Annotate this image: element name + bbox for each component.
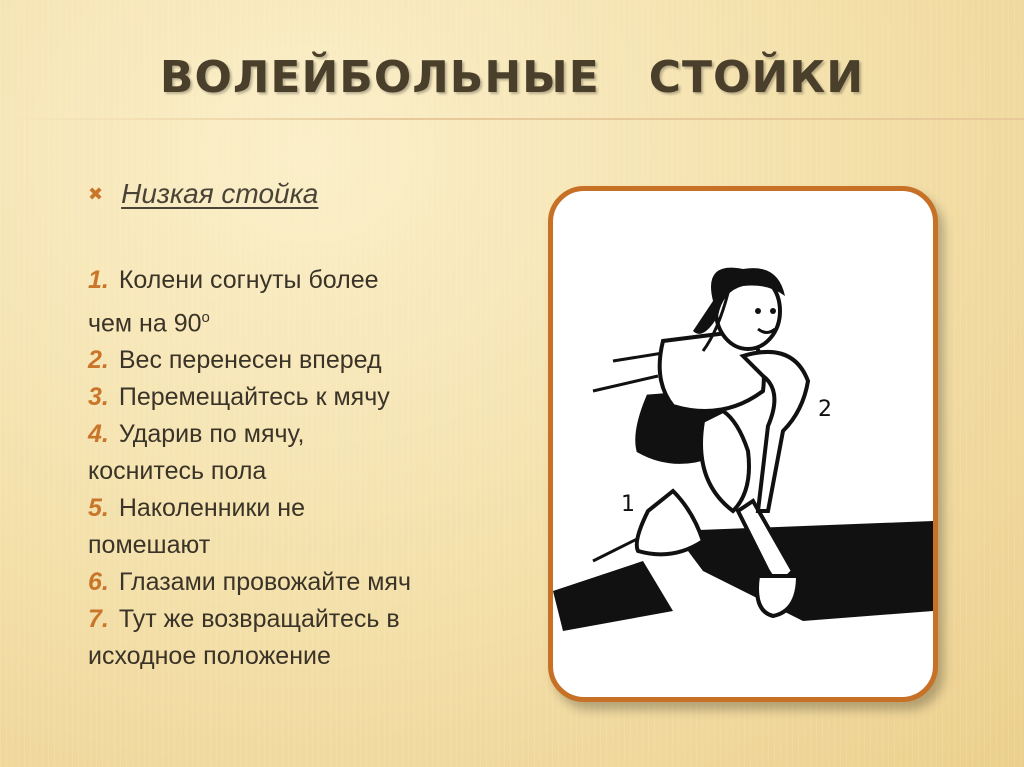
eye [755, 308, 761, 314]
step-text: коснитесь пола [88, 457, 267, 486]
step-text: чем на 90 [88, 309, 202, 338]
steps-list [88, 262, 508, 675]
step-text: Перемещайтесь к мячу [118, 383, 390, 412]
subheading: Низкая стойка [121, 178, 319, 209]
step-item [88, 490, 508, 564]
step-item [88, 564, 508, 601]
volleyball-player-illustration [553, 191, 933, 697]
step-number: 7. [88, 605, 109, 634]
step-number: 6. [88, 568, 109, 597]
step-number: 3. [88, 383, 109, 412]
step-number: 5. [88, 494, 109, 523]
step-item [88, 379, 508, 416]
step-number: 1. [88, 266, 109, 294]
subheading-row [88, 178, 318, 210]
step-text: Ударив по мячу, [118, 420, 305, 449]
step-item [88, 262, 508, 342]
back-leg [637, 491, 703, 554]
front-thigh [701, 411, 749, 511]
step-text: Тут же возвращайтесь в [118, 605, 400, 634]
slide-title: ВОЛЕЙБОЛЬНЫЕ СТОЙКИ [159, 52, 865, 103]
step-number: 4. [88, 420, 109, 449]
illustration-frame [548, 186, 938, 702]
step-item [88, 416, 508, 490]
step-text: Наколенники не [118, 494, 306, 523]
figure-label-1: 1 [621, 492, 635, 517]
degree-superscript: o [201, 309, 210, 326]
title-divider [0, 118, 1024, 120]
step-text: Глазами провожайте мяч [118, 568, 411, 597]
motion-line [593, 376, 658, 391]
step-text: Колени согнуты более [118, 266, 379, 294]
motion-line [613, 353, 663, 361]
step-item [88, 342, 508, 379]
x-bullet-icon: ✖ [88, 183, 104, 205]
eye [770, 308, 776, 314]
step-text: помешают [88, 531, 211, 560]
figure-label-2: 2 [818, 397, 832, 422]
floor-shadow [673, 521, 933, 621]
step-item [88, 601, 508, 675]
floor-shadow [553, 561, 673, 631]
step-text: Вес перенесен вперед [118, 346, 382, 375]
step-text: исходное положение [88, 642, 331, 671]
step-number: 2. [88, 346, 109, 375]
